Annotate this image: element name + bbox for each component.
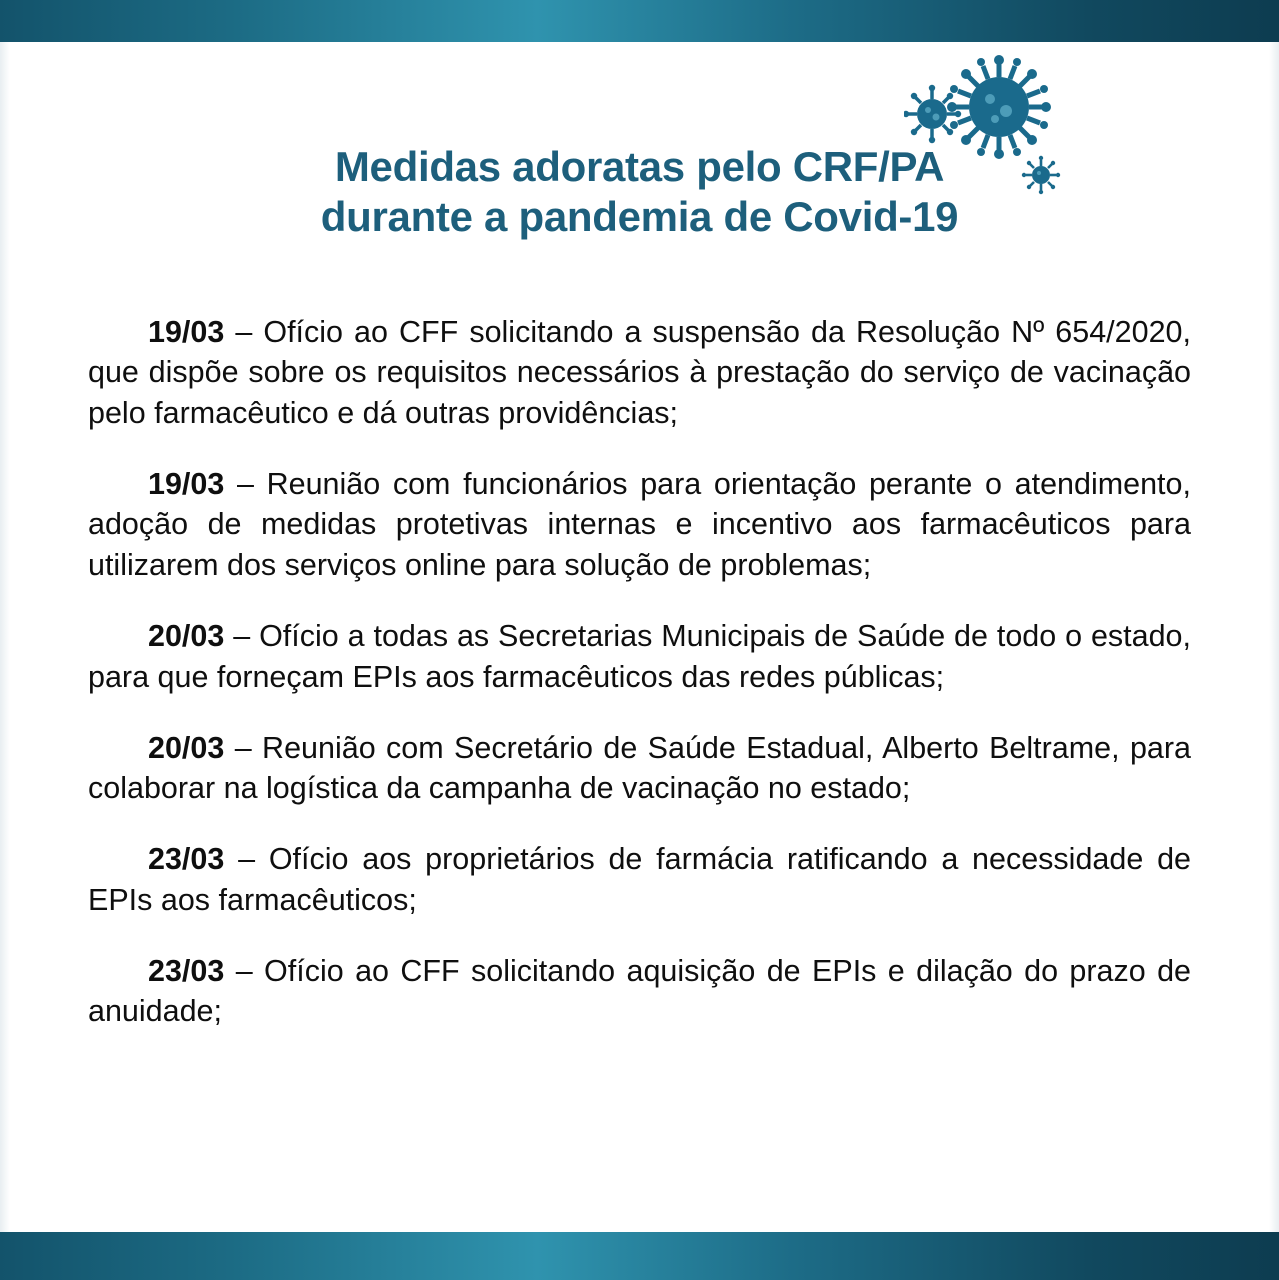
item-dash: –: [234, 730, 252, 765]
item-date: 20/03: [148, 618, 225, 653]
item-dash: –: [235, 314, 253, 349]
item-text: Reunião com funcionários para orientação perante o atendimento, adoção de medidas protetivas internas e incentivo aos farmacêuticos para utilizarem dos serviços online para solução de problemas;: [88, 466, 1191, 582]
item-text: Ofício aos proprietários de farmácia ratificando a necessidade de EPIs aos farmacêuticos;: [88, 842, 1191, 917]
item-date: 19/03: [148, 314, 225, 349]
measures-list: [10, 241, 1269, 1032]
list-item: [88, 839, 1191, 920]
page-title: [10, 42, 1269, 241]
left-edge-border: [0, 42, 10, 1232]
item-text: Ofício ao CFF solicitando a suspensão da Resolução Nº 654/2020, que dispõe sobre os requisitos necessários à prestação do serviço de vacinação pelo farmacêutico e dá outras providências;: [88, 314, 1191, 430]
bottom-decorative-bar: [0, 1232, 1279, 1280]
item-dash: –: [238, 842, 256, 877]
item-dash: –: [235, 953, 253, 988]
item-text: Ofício a todas as Secretarias Municipais de Saúde de todo o estado, para que forneçam EPIs aos farmacêuticos das redes públicas;: [88, 618, 1191, 694]
item-date: 20/03: [148, 730, 225, 765]
poster-content: [10, 42, 1269, 1232]
item-date: 23/03: [148, 842, 225, 877]
title-line-2: durante a pandemia de Covid-19: [320, 192, 959, 240]
item-text: Reunião com Secretário de Saúde Estadual, Alberto Beltrame, para colaborar na logística da campanha de vacinação no estado;: [88, 730, 1191, 806]
item-dash: –: [233, 618, 251, 653]
item-date: 23/03: [148, 953, 225, 988]
top-decorative-bar: [0, 0, 1279, 42]
list-item: [88, 616, 1191, 697]
right-edge-border: [1269, 42, 1279, 1232]
title-line-1: Medidas adoratas pelo CRF/PA: [334, 143, 945, 190]
item-dash: –: [236, 466, 254, 501]
list-item: [88, 728, 1191, 809]
item-date: 19/03: [148, 466, 225, 501]
list-item: [88, 951, 1191, 1032]
list-item: [88, 464, 1191, 586]
list-item: [88, 312, 1191, 434]
item-text: Ofício ao CFF solicitando aquisição de EPIs e dilação do prazo de anuidade;: [88, 953, 1191, 1029]
